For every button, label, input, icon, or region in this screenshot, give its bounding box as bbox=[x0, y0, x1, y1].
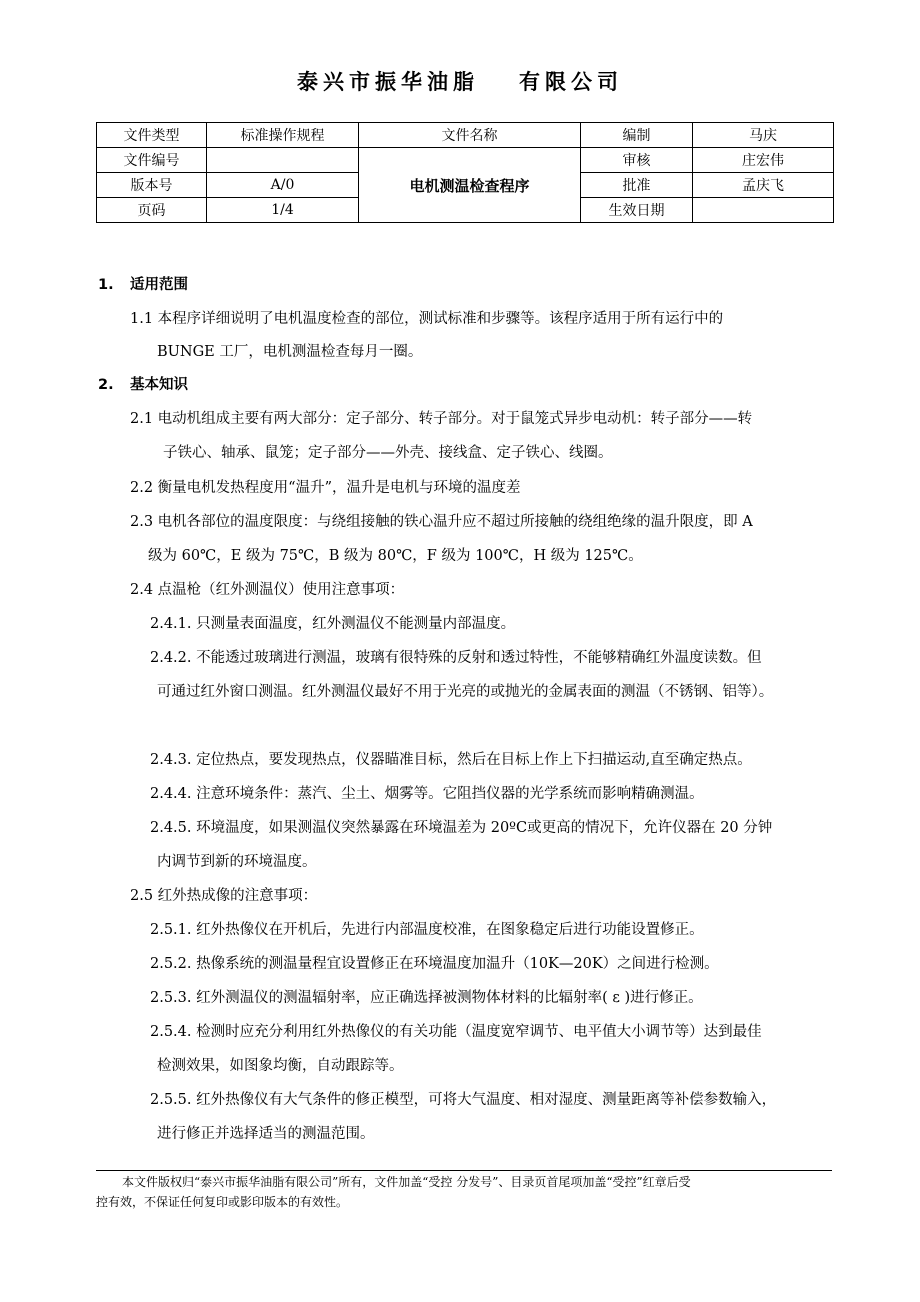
value-reviewer: 庄宏伟 bbox=[693, 148, 834, 173]
label-version: 版本号 bbox=[97, 173, 207, 198]
paragraph-line: 可通过红外窗口测温。红外测温仪最好不用于光亮的或抛光的金属表面的测温（不锈钢、铝等）。 bbox=[157, 684, 774, 700]
paragraph-line: 2.4.3. 定位热点，要发现热点，仪器瞄准目标，然后在目标上作上下扫描运动,直至确定热点。 bbox=[150, 752, 752, 768]
footer-copyright: 本文件版权归“泰兴市振华油脂有限公司”所有，文件加盖“受控 分发号”、目录页首尾项加盖“受控”红章后受 bbox=[122, 1175, 691, 1189]
value-author: 马庆 bbox=[693, 123, 834, 148]
label-doc-type: 文件类型 bbox=[97, 123, 207, 148]
paragraph-line: 2.4.4. 注意环境条件：蒸汽、尘土、烟雾等。它阻挡仪器的光学系统而影响精确测温。 bbox=[150, 786, 704, 802]
footer-copyright-cont: 控有效，不保证任何复印或影印版本的有效性。 bbox=[96, 1195, 349, 1209]
paragraph-line: 2.4.1. 只测量表面温度，红外测温仪不能测量内部温度。 bbox=[150, 616, 516, 632]
paragraph-line: 进行修正并选择适当的测温范围。 bbox=[157, 1126, 375, 1142]
label-author: 编制 bbox=[581, 123, 693, 148]
section-number: 2. bbox=[98, 377, 114, 393]
paragraph-line: BUNGE 工厂，电机测温检查每月一圈。 bbox=[157, 344, 423, 360]
paragraph-line: 2.2 衡量电机发热程度用“温升”，温升是电机与环境的温度差 bbox=[130, 480, 521, 496]
label-doc-name: 文件名称 bbox=[359, 123, 581, 148]
label-effective-date: 生效日期 bbox=[581, 198, 693, 223]
paragraph-line: 检测效果，如图象均衡，自动跟踪等。 bbox=[157, 1058, 404, 1074]
paragraph-line: 1.1 本程序详细说明了电机温度检查的部位，测试标准和步骤等。该程序适用于所有运行中的 bbox=[130, 311, 724, 327]
paragraph-line: 级为 60℃，E 级为 75℃，B 级为 80℃，F 级为 100℃，H 级为 125℃。 bbox=[148, 548, 643, 564]
document-info-table bbox=[96, 122, 834, 223]
value-doc-number bbox=[207, 148, 359, 173]
section-title: 基本知识 bbox=[130, 377, 188, 393]
label-approver: 批准 bbox=[581, 173, 693, 198]
value-approver: 孟庆飞 bbox=[693, 173, 834, 198]
company-name: 泰兴市振华油脂 bbox=[297, 70, 479, 94]
paragraph-line: 2.5.1. 红外热像仪在开机后，先进行内部温度校准，在图象稳定后进行功能设置修正。 bbox=[150, 922, 704, 938]
paragraph-line: 2.4 点温枪（红外测温仪）使用注意事项： bbox=[130, 582, 405, 598]
paragraph-line: 2.5.3. 红外测温仪的测温辐射率，应正确选择被测物体材料的比辐射率( ε )进行修正。 bbox=[150, 990, 703, 1006]
company-suffix: 有限公司 bbox=[519, 70, 623, 94]
value-page: 1/4 bbox=[207, 198, 359, 223]
value-version: A/0 bbox=[207, 173, 359, 198]
paragraph-line: 2.5.4. 检测时应充分利用红外热像仪的有关功能（温度宽窄调节、电平值大小调节等）达到最佳 bbox=[150, 1024, 762, 1040]
company-title bbox=[0, 66, 920, 96]
paragraph-line: 2.3 电机各部位的温度限度：与绕组接触的铁心温升应不超过所接触的绕组绝缘的温升限度，即 A bbox=[130, 514, 753, 530]
paragraph-line: 2.5.5. 红外热像仪有大气条件的修正模型，可将大气温度、相对湿度、测量距离等补偿参数输入， bbox=[150, 1092, 777, 1108]
value-doc-name: 电机测温检查程序 bbox=[359, 148, 581, 223]
paragraph-line: 2.1 电动机组成主要有两大部分：定子部分、转子部分。对于鼠笼式异步电动机：转子部分——转 bbox=[130, 411, 753, 427]
section-title: 适用范围 bbox=[130, 277, 188, 293]
paragraph-line: 内调节到新的环境温度。 bbox=[157, 854, 317, 870]
label-reviewer: 审核 bbox=[581, 148, 693, 173]
label-page: 页码 bbox=[97, 198, 207, 223]
footer-divider bbox=[96, 1170, 832, 1171]
paragraph-line: 2.4.2. 不能透过玻璃进行测温，玻璃有很特殊的反射和透过特性，不能够精确红外温度读数。但 bbox=[150, 650, 762, 666]
section-number: 1. bbox=[98, 277, 114, 293]
paragraph-line: 2.5 红外热成像的注意事项： bbox=[130, 888, 318, 904]
paragraph-line: 子铁心、轴承、鼠笼；定子部分——外壳、接线盒、定子铁心、线圈。 bbox=[163, 445, 613, 461]
value-effective-date bbox=[693, 198, 834, 223]
label-doc-number: 文件编号 bbox=[97, 148, 207, 173]
paragraph-line: 2.5.2. 热像系统的测温量程宜设置修正在环境温度加温升（10K—20K）之间进行检测。 bbox=[150, 956, 719, 972]
value-doc-type: 标准操作规程 bbox=[207, 123, 359, 148]
paragraph-line: 2.4.5. 环境温度，如果测温仪突然暴露在环境温差为 20ºC或更高的情况下，允许仪器在 20 分钟 bbox=[150, 820, 773, 836]
